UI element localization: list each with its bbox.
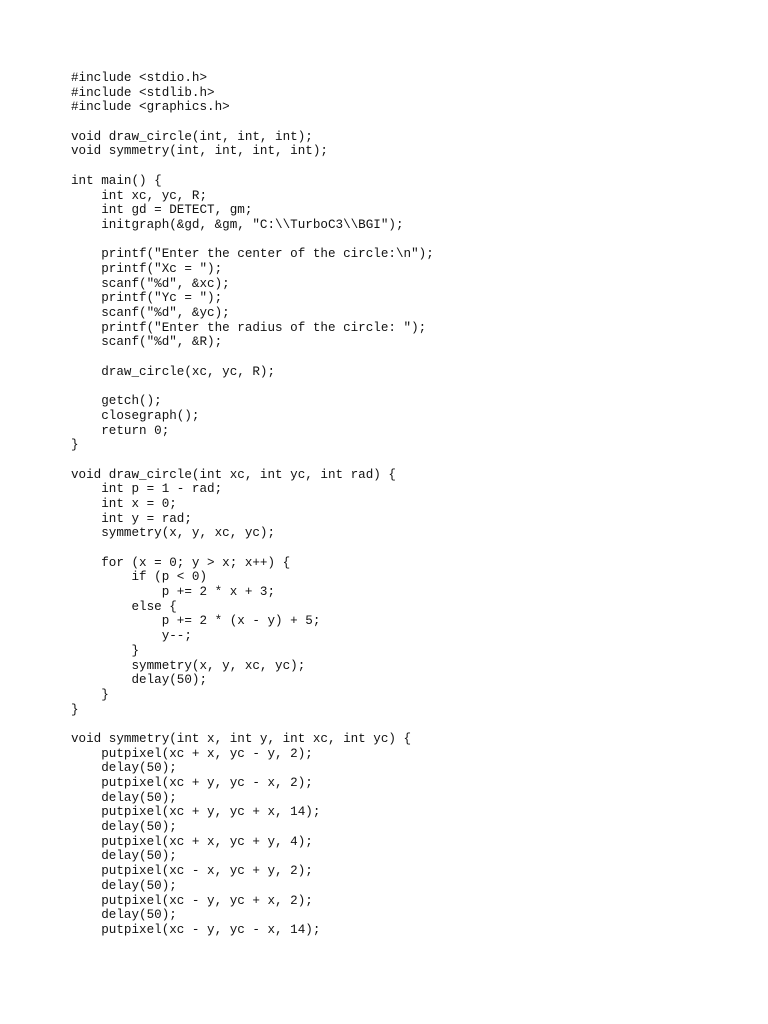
code-line: } bbox=[71, 438, 79, 453]
code-line bbox=[71, 379, 434, 394]
code-line: else { bbox=[71, 599, 177, 614]
code-line: delay(50); bbox=[71, 761, 177, 776]
code-line: initgraph(&gd, &gm, "C:\\TurboC3\\BGI"); bbox=[71, 217, 404, 232]
code-line: putpixel(xc - y, yc - x, 14); bbox=[71, 922, 321, 937]
code-line: return 0; bbox=[71, 423, 170, 438]
code-line: int xc, yc, R; bbox=[71, 188, 208, 203]
code-line: scanf("%d", &yc); bbox=[71, 306, 230, 320]
code-line: #include <stdlib.h> bbox=[71, 85, 215, 100]
code-line: } bbox=[71, 643, 140, 658]
code-line: draw_circle(xc, yc, R); bbox=[71, 364, 276, 379]
code-line: void draw_circle(int xc, int yc, int rad) { bbox=[71, 467, 396, 482]
code-line: } bbox=[71, 687, 109, 702]
code-line: delay(50); bbox=[71, 878, 177, 893]
code-line: for (x = 0; y > x; x++) { bbox=[71, 555, 291, 570]
code-line: void symmetry(int, int, int, int); bbox=[71, 144, 328, 159]
code-line: int y = rad; bbox=[71, 511, 192, 526]
code-line: putpixel(xc + x, yc - y, 2); bbox=[71, 746, 313, 761]
code-line: y--; bbox=[71, 629, 192, 644]
code-line bbox=[71, 350, 434, 365]
code-line: int p = 1 - rad; bbox=[71, 482, 223, 497]
code-line: printf("Enter the center of the circle:\n"); bbox=[71, 247, 434, 262]
code-line: symmetry(x, y, xc, yc); bbox=[71, 658, 306, 673]
code-line: putpixel(xc - y, yc + x, 2); bbox=[71, 893, 313, 908]
code-line: printf("Yc = "); bbox=[71, 291, 223, 306]
code-line: int main() { bbox=[71, 173, 162, 188]
code-line: printf("Enter the radius of the circle: "); bbox=[71, 320, 427, 335]
code-line bbox=[71, 159, 434, 174]
code-line: delay(50); bbox=[71, 790, 177, 805]
code-line: symmetry(x, y, xc, yc); bbox=[71, 526, 276, 541]
code-line: delay(50); bbox=[71, 820, 177, 835]
code-line bbox=[71, 115, 434, 130]
code-line: putpixel(xc - x, yc + y, 2); bbox=[71, 864, 313, 879]
code-line: int x = 0; bbox=[71, 496, 177, 511]
code-line: p += 2 * (x - y) + 5; bbox=[71, 614, 321, 629]
code-line: } bbox=[71, 702, 79, 717]
code-line bbox=[71, 717, 434, 732]
code-line: putpixel(xc + x, yc + y, 4); bbox=[71, 834, 313, 849]
code-line: void symmetry(int x, int y, int xc, int yc) { bbox=[71, 731, 412, 746]
code-line: p += 2 * x + 3; bbox=[71, 585, 276, 600]
code-line: putpixel(xc + y, yc - x, 2); bbox=[71, 776, 313, 790]
code-line: #include <graphics.h> bbox=[71, 100, 230, 115]
code-line: putpixel(xc + y, yc + x, 14); bbox=[71, 805, 321, 820]
code-line: closegraph(); bbox=[71, 408, 200, 423]
code-line: printf("Xc = "); bbox=[71, 261, 223, 276]
code-line bbox=[71, 453, 434, 468]
code-listing bbox=[71, 71, 434, 938]
code-line: delay(50); bbox=[71, 673, 208, 688]
code-line: scanf("%d", &R); bbox=[71, 335, 223, 350]
code-line: delay(50); bbox=[71, 908, 177, 923]
code-line bbox=[71, 541, 434, 556]
code-line: getch(); bbox=[71, 394, 162, 409]
code-line: delay(50); bbox=[71, 849, 177, 864]
code-line bbox=[71, 233, 434, 248]
code-line: #include <stdio.h> bbox=[71, 71, 208, 85]
code-line: scanf("%d", &xc); bbox=[71, 276, 230, 291]
code-line: int gd = DETECT, gm; bbox=[71, 203, 253, 218]
code-line: void draw_circle(int, int, int); bbox=[71, 129, 313, 144]
code-line: if (p < 0) bbox=[71, 570, 208, 585]
